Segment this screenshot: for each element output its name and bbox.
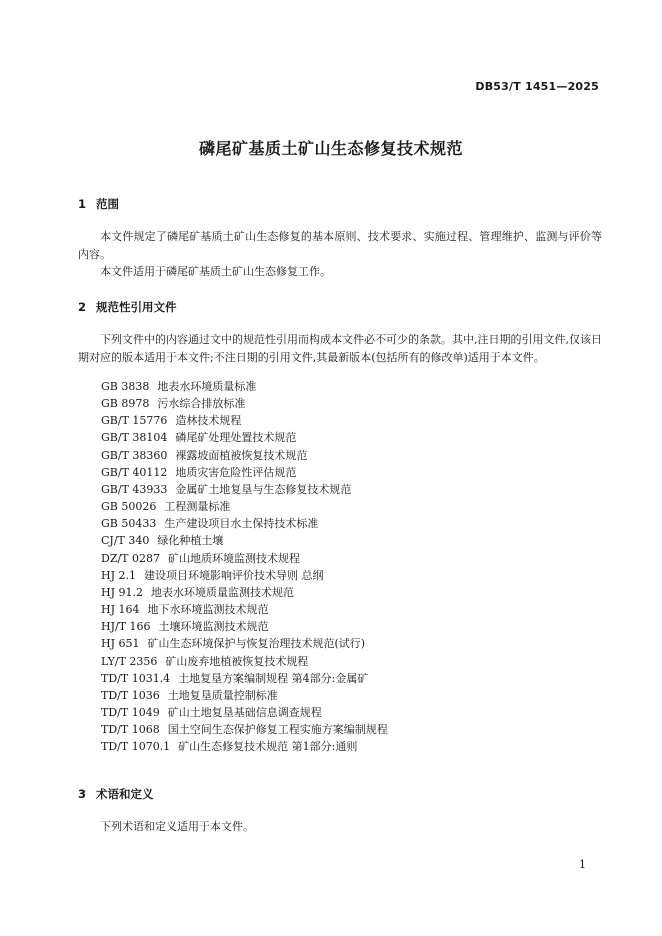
terms-intro: 下列术语和定义适用于本文件。 (100, 820, 254, 833)
section-number: 1 (78, 197, 87, 211)
reference-title: 矿山生态修复技术规范 第1部分:通则 (178, 740, 358, 754)
reference-title: 国土空间生态保护修复工程实施方案编制规程 (167, 723, 388, 737)
reference-title: 土地复垦方案编制规程 第4部分:金属矿 (178, 671, 369, 685)
page-number: 1 (579, 858, 586, 871)
section-title: 范围 (96, 197, 119, 211)
reference-title: 土地复垦质量控制标准 (167, 688, 278, 702)
document-title: 磷尾矿基质土矿山生态修复技术规范 (198, 139, 463, 158)
section-heading-terms (78, 786, 154, 802)
reference-title: 生产建设项目水土保持技术标准 (164, 517, 319, 531)
reference-title: 金属矿土地复垦与生态修复技术规范 (175, 482, 352, 496)
reference-item (101, 670, 601, 687)
reference-code: HJ 2.1 (101, 568, 136, 582)
scope-paragraph-2: 本文件适用于磷尾矿基质土矿山生态修复工作。 (100, 265, 331, 278)
reference-code: CJ/T 340 (101, 534, 150, 548)
reference-title: 地表水环境质量监测技术规范 (151, 585, 294, 599)
reference-title: 矿山生态环境保护与恢复治理技术规范(试行) (147, 637, 366, 651)
reference-item (101, 447, 601, 464)
reference-code: TD/T 1068 (101, 723, 160, 737)
reference-code: GB 50433 (101, 517, 157, 531)
reference-code: TD/T 1031.4 (101, 671, 171, 685)
reference-title: 地下水环境监测技术规范 (147, 603, 269, 617)
reference-code: TD/T 1070.1 (101, 740, 171, 754)
reference-code: GB 8978 (101, 397, 150, 411)
reference-title: 地表水环境质量标准 (157, 380, 257, 393)
reference-title: 建设项目环境影响评价技术导则 总纲 (144, 568, 324, 582)
section-heading-scope (78, 196, 119, 212)
reference-list (101, 378, 601, 755)
reference-code: HJ 91.2 (101, 585, 143, 599)
reference-item (101, 464, 601, 481)
reference-title: 土壤环境监测技术规范 (158, 620, 269, 634)
reference-code: GB/T 15776 (101, 414, 168, 428)
reference-code: GB/T 40112 (101, 465, 168, 479)
reference-code: GB/T 43933 (101, 482, 168, 496)
reference-item (101, 429, 601, 446)
reference-item (101, 567, 601, 584)
reference-title: 矿山土地复垦基础信息调查规程 (167, 705, 322, 719)
reference-code: HJ 651 (101, 637, 140, 651)
reference-item (101, 378, 601, 395)
reference-code: HJ 164 (101, 603, 140, 617)
reference-title: 污水综合排放标准 (157, 397, 246, 411)
reference-item (101, 635, 601, 652)
section-heading-references (78, 299, 177, 315)
reference-code: GB 3838 (101, 380, 150, 393)
scope-paragraph-1: 本文件规定了磷尾矿基质土矿山生态修复的基本原则、技术要求、实施过程、管理维护、监测与评价等内容。 (78, 230, 602, 261)
reference-code: TD/T 1036 (101, 688, 160, 702)
reference-title: 磷尾矿处理处置技术规范 (175, 431, 297, 445)
reference-item (101, 738, 601, 755)
reference-item (101, 653, 601, 670)
reference-item (101, 704, 601, 721)
document-code: DB53/T 1451—2025 (475, 80, 599, 93)
reference-item (101, 601, 601, 618)
section-title: 规范性引用文件 (96, 300, 177, 314)
reference-item (101, 618, 601, 635)
reference-item (101, 687, 601, 704)
section-number: 2 (78, 300, 87, 314)
reference-code: LY/T 2356 (101, 654, 158, 668)
reference-item (101, 532, 601, 549)
reference-title: 裸露坡面植被恢复技术规范 (175, 448, 308, 462)
reference-code: GB/T 38360 (101, 448, 168, 462)
reference-title: 矿山地质环境监测技术规程 (168, 551, 300, 565)
reference-code: TD/T 1049 (101, 705, 160, 719)
reference-item (101, 515, 601, 532)
reference-title: 绿化种植土壤 (157, 534, 224, 548)
reference-title: 造林技术规程 (175, 414, 242, 428)
section-number: 3 (78, 787, 87, 801)
reference-item (101, 412, 601, 429)
reference-item (101, 395, 601, 412)
section-title: 术语和定义 (96, 787, 154, 801)
reference-code: HJ/T 166 (101, 620, 151, 634)
reference-code: GB/T 38104 (101, 431, 168, 445)
reference-title: 工程测量标准 (164, 500, 231, 514)
references-intro: 下列文件中的内容通过文中的规范性引用而构成本文件必不可少的条款。其中,注日期的引用文件,仅该日期对应的版本适用于本文件;不注日期的引用文件,其最新版本(包括所有的修改单)适用于本文件。 (78, 333, 602, 364)
reference-item (101, 498, 601, 515)
reference-item (101, 481, 601, 498)
reference-item (101, 721, 601, 738)
reference-item (101, 550, 601, 567)
reference-code: GB 50026 (101, 500, 157, 514)
reference-title: 地质灾害危险性评估规范 (175, 465, 297, 479)
reference-item (101, 584, 601, 601)
reference-title: 矿山废弃地植被恢复技术规程 (165, 654, 309, 668)
reference-code: DZ/T 0287 (101, 551, 160, 565)
